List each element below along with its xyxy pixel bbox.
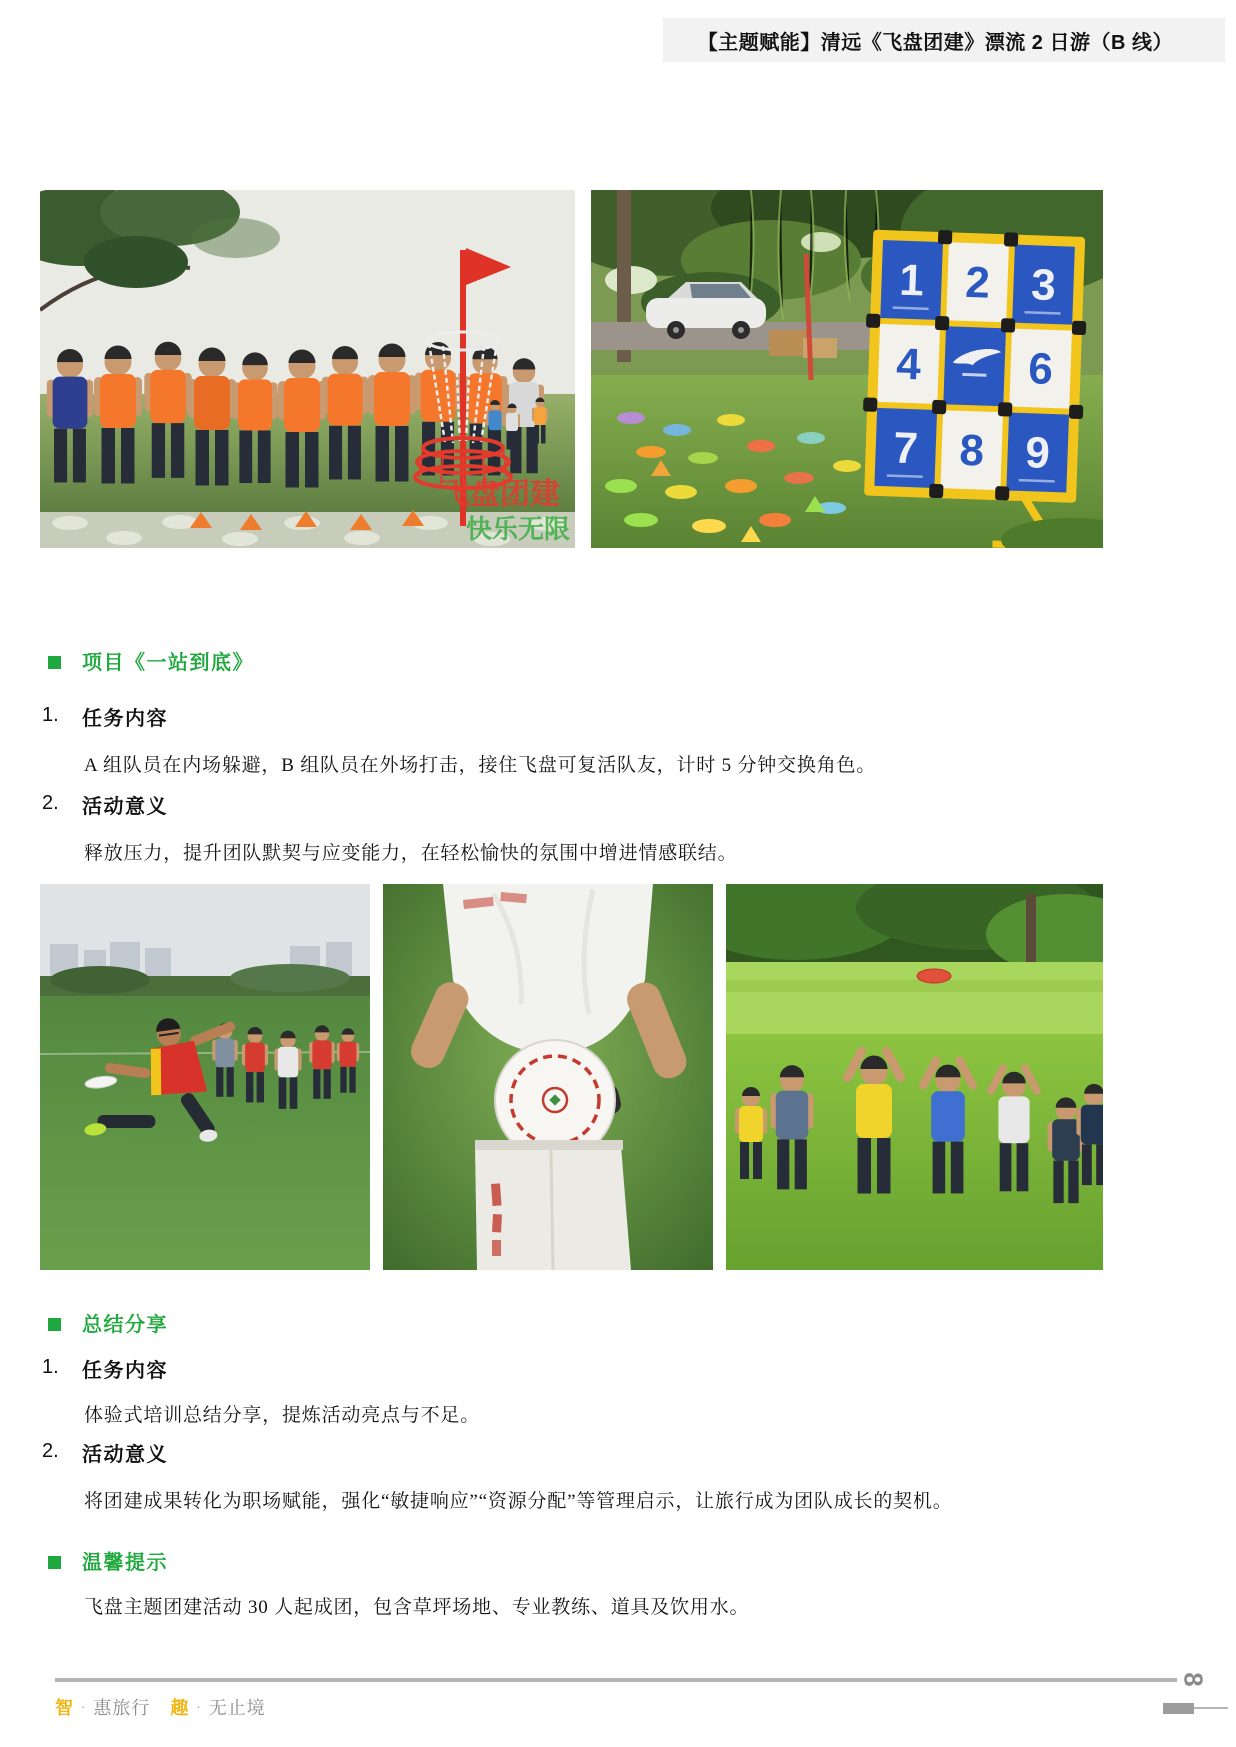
item-heading-meaning: 活动意义 — [82, 796, 168, 818]
slogan-separator: · — [81, 1699, 87, 1714]
page-header — [663, 18, 1225, 62]
item-body: 体验式培训总结分享，提炼活动亮点与不足。 — [84, 1405, 481, 1426]
section-title-tips: 温馨提示 — [82, 1552, 168, 1574]
item-number: 2. — [42, 1440, 59, 1462]
footer-divider — [55, 1678, 1177, 1682]
board-cell-4: 4 — [895, 339, 922, 390]
board-cell-3: 3 — [1030, 260, 1057, 311]
photo-leaping-catch — [40, 884, 370, 1270]
section-title-project: 项目《一站到底》 — [82, 652, 254, 674]
item-number: 2. — [42, 792, 59, 814]
section-title-summary: 总结分享 — [82, 1314, 168, 1336]
photo-watermark-line1: 飞盘团建 — [440, 478, 560, 511]
item-number: 1. — [42, 1356, 59, 1378]
board-cell-6: 6 — [1027, 344, 1054, 394]
slogan-text: 惠旅行 — [93, 1698, 151, 1718]
slogan-text: 无止境 — [208, 1698, 266, 1718]
item-number: 1. — [42, 704, 59, 726]
slogan-accent: 智 — [55, 1698, 74, 1718]
item-heading-task: 任务内容 — [82, 708, 168, 730]
board-cell-9: 9 — [1024, 428, 1051, 478]
board-cell-8: 8 — [958, 425, 985, 476]
section-bullet-icon — [48, 656, 61, 669]
section-bullet-icon — [48, 1318, 61, 1331]
board-cell-2: 2 — [964, 257, 991, 308]
photo-watermark-line2: 快乐无限 — [465, 514, 571, 544]
board-cell-1: 1 — [898, 255, 925, 306]
footer-slogan — [55, 1694, 266, 1720]
flying-disc — [917, 969, 951, 983]
slogan-separator: · — [196, 1699, 202, 1714]
section-bullet-icon — [48, 1556, 61, 1569]
footer-mark — [1163, 1703, 1194, 1714]
photo-disc-golf-team — [40, 190, 575, 548]
photo-vest-catch — [726, 884, 1103, 1270]
item-body: 释放压力，提升团队默契与应变能力，在轻松愉快的氛围中增进情感联结。 — [84, 843, 738, 864]
photo-number-board — [591, 190, 1103, 548]
item-heading-meaning: 活动意义 — [82, 1444, 168, 1466]
item-body: 将团建成果转化为职场赋能，强化“敏捷响应”“资源分配”等管理启示，让旅行成为团队成长的契机。 — [84, 1491, 953, 1512]
footer-mark-line — [1194, 1707, 1228, 1709]
item-body: 飞盘主题团建活动 30 人起成团，包含草坪场地、专业教练、道具及饮用水。 — [84, 1597, 750, 1618]
board-cell-7: 7 — [892, 423, 919, 474]
item-heading-task: 任务内容 — [82, 1360, 168, 1382]
photo-frisbee-closeup — [383, 884, 713, 1270]
slogan-accent: 趣 — [170, 1698, 190, 1718]
item-body: A 组队员在内场躲避，B 组队员在外场打击，接住飞盘可复活队友，计时 5 分钟交换角色。 — [84, 755, 877, 776]
page-title: 【主题赋能】清远《飞盘团建》漂流 2 日游（B 线） — [697, 31, 1173, 54]
page-number: 8 — [1178, 1672, 1209, 1687]
